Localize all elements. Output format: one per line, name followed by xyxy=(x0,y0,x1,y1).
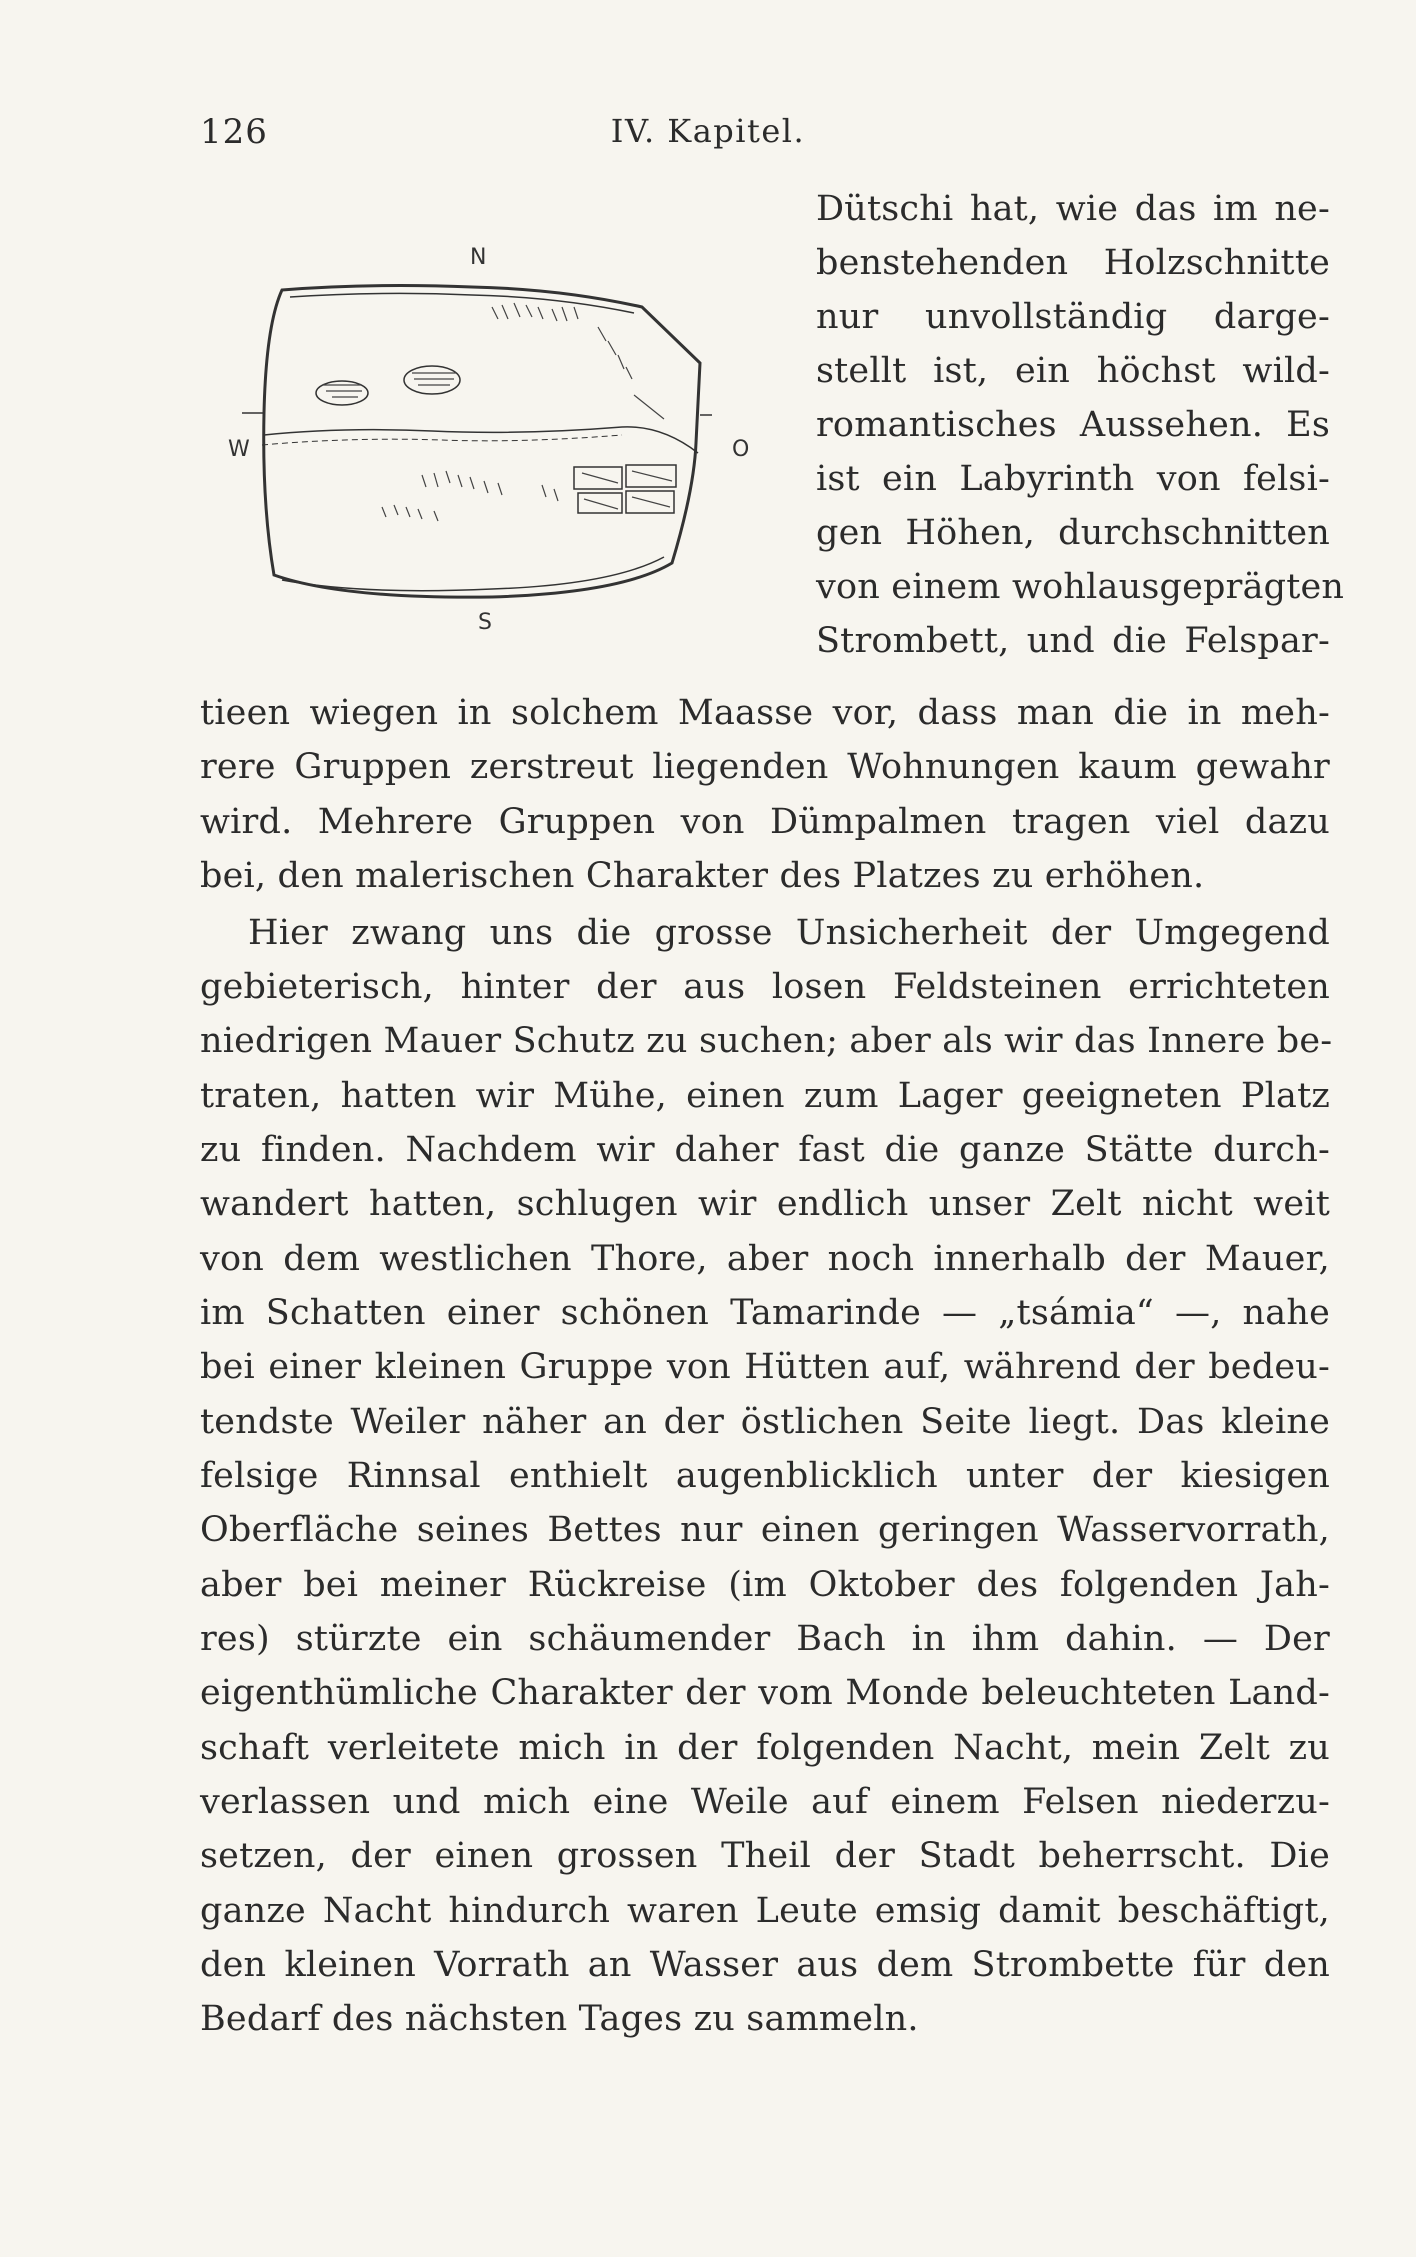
text-line: gen Höhen, durchschnitten xyxy=(816,513,1330,553)
town-plan-woodcut xyxy=(222,245,762,640)
text-line: rere Gruppen zerstreut liegenden Wohnungen kaum gewahr xyxy=(200,747,1330,787)
compass-south-label: S xyxy=(478,610,492,635)
text-line: romantisches Aussehen. Es xyxy=(816,405,1330,445)
text-line: bei einer kleinen Gruppe von Hütten auf, während der bedeu- xyxy=(200,1347,1330,1387)
text-line: res) stürzte ein schäumender Bach in ihm dahin. — Der xyxy=(200,1619,1330,1659)
text-line: ist ein Labyrinth von felsi- xyxy=(816,459,1330,499)
text-line: aber bei meiner Rückreise (im Oktober des folgenden Jah- xyxy=(200,1565,1330,1605)
text-line: setzen, der einen grossen Theil der Stadt beherrscht. Die xyxy=(200,1836,1330,1876)
text-line: benstehenden Holzschnitte xyxy=(816,243,1330,283)
text-line: tendste Weiler näher an der östlichen Seite liegt. Das kleine xyxy=(200,1402,1330,1442)
text-line: Hier zwang uns die grosse Unsicherheit der Umgegend xyxy=(248,913,1330,953)
text-line: zu finden. Nachdem wir daher fast die ganze Stätte durch- xyxy=(200,1130,1330,1170)
running-head: IV. Kapitel. xyxy=(610,112,806,150)
text-line: im Schatten einer schönen Tamarinde — „tsámia“ —, nahe xyxy=(200,1293,1330,1333)
text-line: Oberfläche seines Bettes nur einen geringen Wasservorrath, xyxy=(200,1510,1330,1550)
text-line: bei, den malerischen Charakter des Platzes zu erhöhen. xyxy=(200,856,1205,896)
text-line: eigenthümliche Charakter der vom Monde beleuchteten Land- xyxy=(200,1673,1330,1713)
text-line: wird. Mehrere Gruppen von Dümpalmen tragen viel dazu xyxy=(200,802,1330,842)
text-line: von einem wohlausgeprägten xyxy=(816,567,1345,607)
compass-west-label: W xyxy=(228,437,250,462)
text-line: schaft verleitete mich in der folgenden Nacht, mein Zelt zu xyxy=(200,1728,1330,1768)
text-line: wandert hatten, schlugen wir endlich unser Zelt nicht weit xyxy=(200,1184,1330,1224)
text-line: den kleinen Vorrath an Wasser aus dem Strombette für den xyxy=(200,1945,1330,1985)
text-line: Dütschi hat, wie das im ne- xyxy=(816,189,1330,229)
text-line: ganze Nacht hindurch waren Leute emsig damit beschäftigt, xyxy=(200,1891,1330,1931)
page-header xyxy=(0,112,1416,162)
text-line: Bedarf des nächsten Tages zu sammeln. xyxy=(200,1999,919,2039)
page-number: 126 xyxy=(200,112,268,152)
text-line: felsige Rinnsal enthielt augenblicklich unter der kiesigen xyxy=(200,1456,1330,1496)
text-line: traten, hatten wir Mühe, einen zum Lager geeigneten Platz xyxy=(200,1076,1330,1116)
text-line: Strombett, und die Felspar- xyxy=(816,621,1330,661)
text-line: von dem westlichen Thore, aber noch innerhalb der Mauer, xyxy=(200,1239,1330,1279)
town-wall-plan xyxy=(222,245,762,640)
text-line: stellt ist, ein höchst wild- xyxy=(816,351,1330,391)
text-line: verlassen und mich eine Weile auf einem Felsen niederzu- xyxy=(200,1782,1330,1822)
text-line: nur unvollständig darge- xyxy=(816,297,1330,337)
compass-north-label: N xyxy=(470,245,487,270)
compass-east-label: O xyxy=(732,437,750,462)
text-line: tieen wiegen in solchem Maasse vor, dass man die in meh- xyxy=(200,693,1330,733)
text-line: gebieterisch, hinter der aus losen Feldsteinen errichteten xyxy=(200,967,1330,1007)
text-line: niedrigen Mauer Schutz zu suchen; aber als wir das Innere be- xyxy=(200,1021,1333,1061)
